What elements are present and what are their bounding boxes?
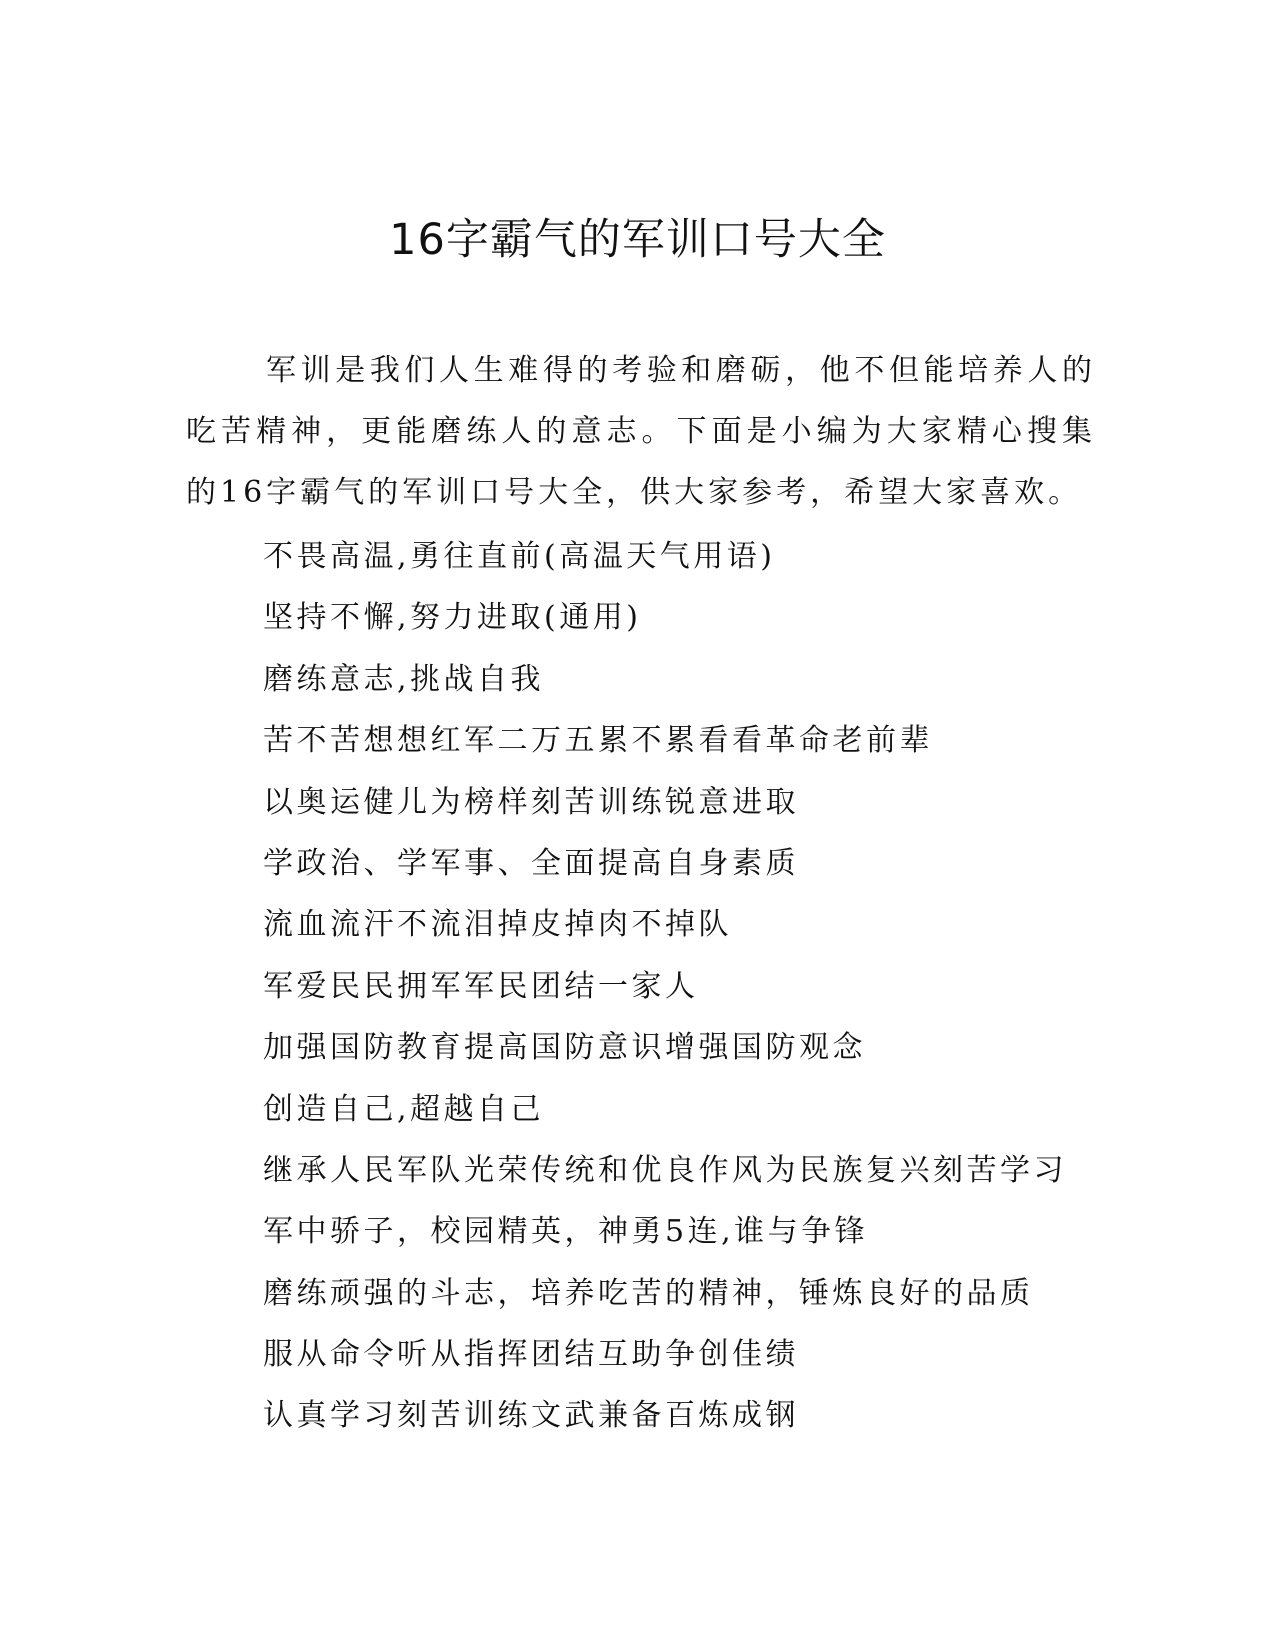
slogan-item: 认真学习刻苦训练文武兼备百炼成钢 — [263, 1398, 799, 1434]
slogan-item: 坚持不懈,努力进取(通用) — [263, 600, 642, 636]
slogan-item: 不畏高温,勇往直前(高温天气用语) — [263, 539, 776, 574]
slogan-item: 磨练顽强的斗志，培养吃苦的精神，锤炼良好的品质 — [263, 1275, 1034, 1311]
slogan-item: 磨练意志,挑战自我 — [263, 661, 545, 697]
slogan-item: 军中骄子，校园精英，神勇5连,谁与争锋 — [263, 1214, 869, 1250]
document-title: 16字霸气的军训口号大全 — [389, 215, 886, 265]
slogan-item: 流血流汗不流泪掉皮掉肉不掉队 — [263, 907, 732, 943]
slogan-item: 军爱民民拥军军民团结一家人 — [263, 968, 699, 1004]
slogan-item: 加强国防教育提高国防意识增强国防观念 — [263, 1030, 866, 1066]
slogan-item: 苦不苦想想红军二万五累不累看看革命老前辈 — [263, 723, 933, 759]
slogan-item: 继承人民军队光荣传统和优良作风为民族复兴刻苦学习 — [263, 1152, 1067, 1188]
slogan-item: 以奥运健儿为榜样刻苦训练锐意进取 — [263, 784, 799, 820]
intro-paragraph: 军训是我们人生难得的考验和磨砺，他不但能培养人的吃苦精神，更能磨练人的意志。下面是小编为大家精心搜集的16字霸气的军训口号大全，供大家参考，希望大家喜欢。 — [186, 353, 1096, 510]
slogan-item: 服从命令听从指挥团结互助争创佳绩 — [263, 1337, 799, 1373]
slogan-item: 学政治、学军事、全面提高自身素质 — [263, 845, 799, 881]
slogan-list — [263, 526, 1163, 1447]
slogan-item: 创造自己,超越自己 — [263, 1091, 545, 1127]
